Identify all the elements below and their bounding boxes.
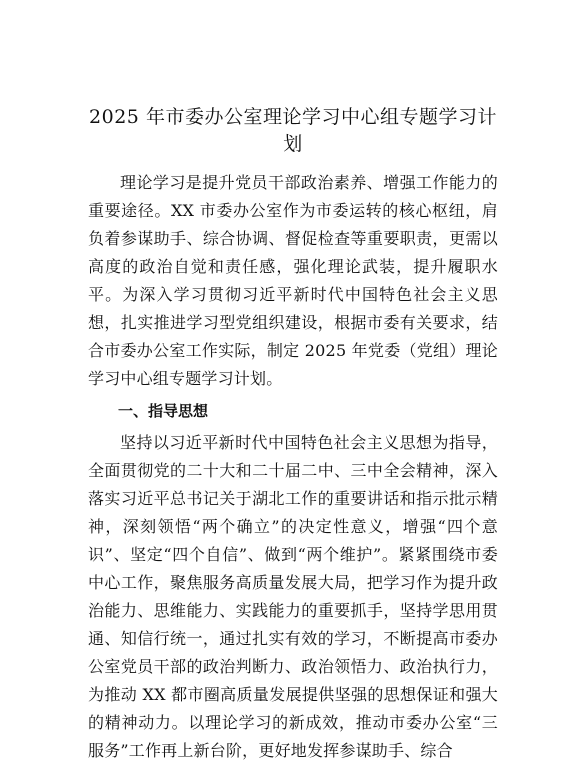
section-heading: 一、指导思想 — [118, 402, 209, 420]
document-title: 2025 年市委办公室理论学习中心组专题学习计划 — [89, 106, 497, 155]
section-body: 坚持以习近平新时代中国特色社会主义思想为指导，全面贯彻党的二十大和二十届二中、三中全会精神，深入落实习近平总书记关于湖北工作的重要讲话和指示批示精神，深刻领悟“两个确立”的决定性意义，增强“四个意识”、坚定“四个自信”、做到“两个维护”。紧紧围绕市委中心工作，聚焦服务高质量发展大局，把学习作为提升政治能力、思维能力、实践能力的重要抓手，坚持学思用贯通、知信行统一，通过扎实有效的学习，不断提高市委办公室党员干部的政治判断力、政治领悟力、政治执行力，为推动 XX 都市圈高质量发展提供坚强的思想保证和强大的精神动力。以理论学习的新成效，推动市委办公室“三服务”工作再上新台阶，更好地发挥参谋助手、综合 — [88, 433, 498, 760]
section-guiding-ideology — [88, 397, 498, 765]
intro-paragraph: 理论学习是提升党员干部政治素养、增强工作能力的重要途径。XX 市委办公室作为市委运转的核心枢纽，肩负着参谋助手、综合协调、督促检查等重要职责，更需以高度的政治自觉和责任感，强化理论武装，提升履职水平。为深入学习贯彻习近平新时代中国特色社会主义思想，扎实推进学习型党组织建设，根据市委有关要求，结合市委办公室工作实际，制定 2025 年党委（党组）理论学习中心组专题学习计划。 — [88, 173, 498, 388]
